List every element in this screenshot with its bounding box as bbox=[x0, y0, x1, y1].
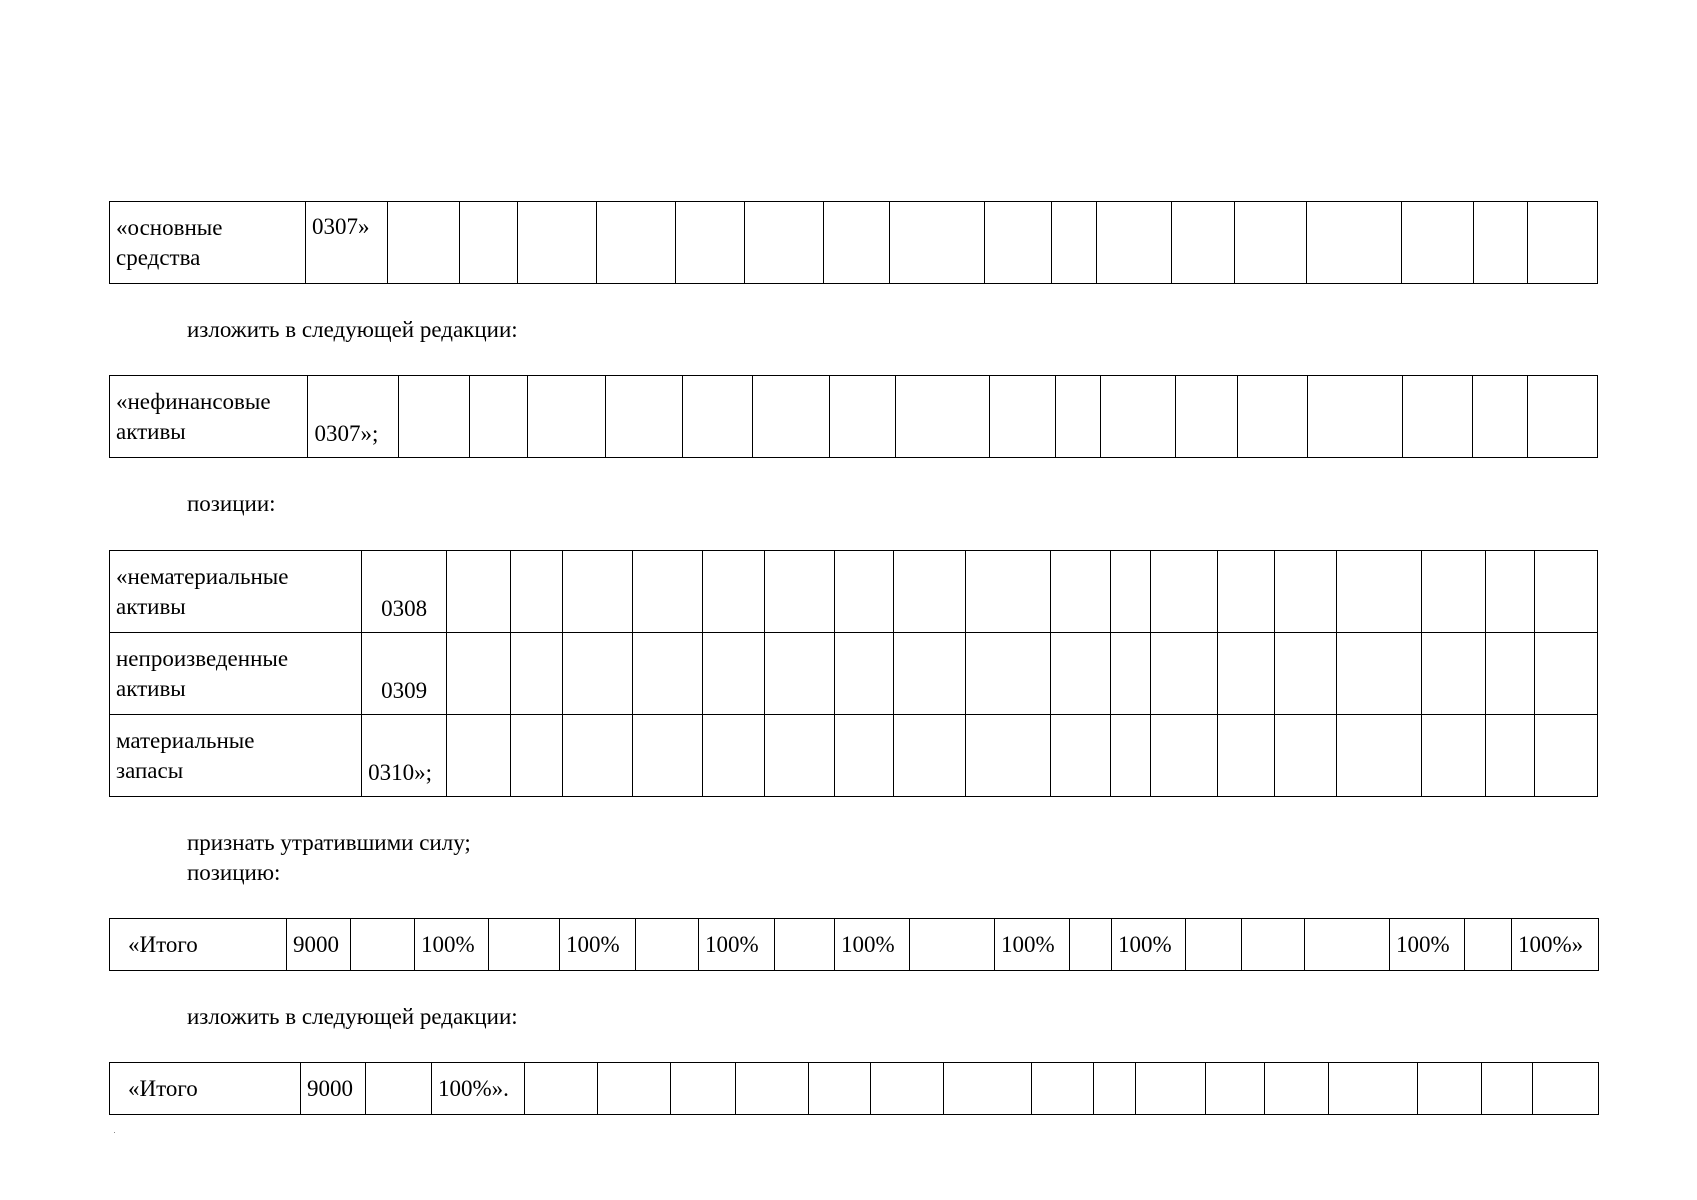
empty-cell bbox=[1235, 202, 1307, 284]
empty-cell bbox=[765, 633, 835, 715]
empty-cell bbox=[605, 376, 683, 458]
row-name-line2: активы bbox=[116, 418, 186, 444]
row-name-line2: активы bbox=[116, 675, 186, 701]
empty-cell bbox=[1050, 715, 1110, 797]
empty-cell bbox=[1336, 633, 1421, 715]
instruction-text-3 bbox=[187, 828, 471, 888]
empty-cell bbox=[1421, 715, 1485, 797]
instruction-line-2: позицию: bbox=[187, 860, 281, 885]
empty-cell bbox=[1336, 715, 1421, 797]
empty-cell bbox=[511, 633, 563, 715]
empty-cell bbox=[470, 376, 528, 458]
empty-cell bbox=[633, 633, 703, 715]
empty-cell bbox=[388, 202, 460, 284]
empty-cell bbox=[447, 551, 511, 633]
row-name-cell bbox=[110, 633, 362, 715]
empty-cell bbox=[633, 551, 703, 633]
table-cell bbox=[910, 919, 995, 971]
empty-cell bbox=[517, 202, 596, 284]
table-cell bbox=[1070, 919, 1112, 971]
table-row bbox=[110, 202, 1598, 284]
empty-cell bbox=[871, 1063, 944, 1115]
instruction-text-2: позиции: bbox=[187, 491, 276, 516]
empty-cell bbox=[1534, 633, 1597, 715]
row-code-cell: 0307»; bbox=[308, 376, 398, 458]
empty-cell bbox=[1050, 633, 1110, 715]
empty-cell bbox=[1402, 376, 1472, 458]
empty-cell bbox=[525, 1063, 598, 1115]
empty-cell bbox=[596, 202, 675, 284]
row-name-cell bbox=[110, 551, 362, 633]
empty-cell bbox=[398, 376, 469, 458]
table-cell: 100% bbox=[415, 919, 489, 971]
table-cell: 100% bbox=[835, 919, 910, 971]
table-cell bbox=[1465, 919, 1512, 971]
table-cell bbox=[489, 919, 560, 971]
empty-cell bbox=[1265, 1063, 1329, 1115]
instruction-text-4: изложить в следующей редакции: bbox=[187, 1004, 518, 1029]
empty-cell bbox=[1401, 202, 1473, 284]
empty-cell bbox=[1534, 715, 1597, 797]
table-row bbox=[110, 551, 1598, 633]
empty-cell bbox=[889, 202, 984, 284]
empty-cell bbox=[511, 715, 563, 797]
empty-cell bbox=[1473, 202, 1528, 284]
empty-cell bbox=[1110, 551, 1150, 633]
table-cell: 100% bbox=[1390, 919, 1465, 971]
total-code-cell: 9000 bbox=[287, 919, 351, 971]
empty-cell bbox=[1472, 376, 1527, 458]
scan-speck bbox=[114, 1132, 115, 1133]
empty-cell bbox=[894, 715, 965, 797]
empty-cell bbox=[447, 715, 511, 797]
empty-cell bbox=[1136, 1063, 1206, 1115]
empty-cell bbox=[1482, 1063, 1533, 1115]
empty-cell bbox=[1336, 551, 1421, 633]
empty-cell bbox=[965, 715, 1050, 797]
row-name-line1: непроизведенные bbox=[116, 645, 289, 671]
empty-cell bbox=[1421, 633, 1485, 715]
empty-cell bbox=[563, 633, 633, 715]
table-cell: 100% bbox=[1112, 919, 1186, 971]
total-code-cell: 9000 bbox=[301, 1063, 366, 1115]
empty-cell bbox=[752, 376, 830, 458]
empty-cell bbox=[1150, 551, 1217, 633]
table-row bbox=[110, 715, 1598, 797]
table-cell bbox=[1305, 919, 1390, 971]
empty-cell bbox=[835, 551, 894, 633]
empty-cell bbox=[703, 715, 765, 797]
empty-cell bbox=[835, 633, 894, 715]
row-name-line2: запасы bbox=[116, 757, 184, 783]
table-cell: 100% bbox=[560, 919, 636, 971]
empty-cell bbox=[1274, 715, 1336, 797]
table-cell bbox=[351, 919, 415, 971]
empty-cell bbox=[527, 376, 605, 458]
empty-cell bbox=[984, 202, 1051, 284]
empty-cell bbox=[563, 551, 633, 633]
empty-cell bbox=[1307, 202, 1402, 284]
empty-cell bbox=[1485, 551, 1534, 633]
row-name-cell bbox=[110, 376, 308, 458]
empty-cell bbox=[896, 376, 989, 458]
empty-cell bbox=[447, 633, 511, 715]
empty-cell bbox=[1110, 715, 1150, 797]
empty-cell bbox=[1052, 202, 1097, 284]
empty-cell bbox=[1217, 715, 1274, 797]
empty-cell bbox=[1533, 1063, 1599, 1115]
empty-cell bbox=[965, 551, 1050, 633]
empty-cell bbox=[563, 715, 633, 797]
empty-cell bbox=[1032, 1063, 1094, 1115]
total-value-cell: 100%». bbox=[432, 1063, 525, 1115]
empty-cell bbox=[1217, 633, 1274, 715]
total-label-cell: «Итого bbox=[110, 919, 287, 971]
empty-cell bbox=[1094, 1063, 1136, 1115]
empty-cell bbox=[1050, 551, 1110, 633]
empty-cell bbox=[824, 202, 889, 284]
row-name-line1: «нематериальные bbox=[116, 563, 289, 589]
empty-cell bbox=[1421, 551, 1485, 633]
empty-cell bbox=[459, 202, 517, 284]
empty-cell bbox=[765, 551, 835, 633]
row-code-cell: 0309 bbox=[362, 633, 447, 715]
table-cell bbox=[1242, 919, 1305, 971]
row-name-cell bbox=[110, 715, 362, 797]
table-cell: 100% bbox=[995, 919, 1070, 971]
empty-cell bbox=[1150, 715, 1217, 797]
empty-cell bbox=[1308, 376, 1403, 458]
empty-cell bbox=[1528, 202, 1598, 284]
empty-cell bbox=[894, 633, 965, 715]
empty-cell bbox=[1217, 551, 1274, 633]
empty-cell bbox=[1110, 633, 1150, 715]
empty-cell bbox=[1172, 202, 1235, 284]
empty-cell bbox=[1175, 376, 1237, 458]
empty-cell bbox=[1485, 633, 1534, 715]
table-row bbox=[110, 376, 1598, 458]
table-cell: 100%» bbox=[1512, 919, 1599, 971]
table-row bbox=[110, 919, 1599, 971]
empty-cell bbox=[1329, 1063, 1418, 1115]
empty-cell bbox=[1056, 376, 1101, 458]
empty-cell bbox=[1527, 376, 1597, 458]
empty-cell bbox=[671, 1063, 736, 1115]
table-total-old bbox=[109, 918, 1599, 971]
table-cell bbox=[636, 919, 699, 971]
total-label-cell: «Итого bbox=[110, 1063, 301, 1115]
empty-cell bbox=[703, 633, 765, 715]
empty-cell bbox=[1485, 715, 1534, 797]
empty-cell bbox=[1097, 202, 1172, 284]
empty-cell bbox=[745, 202, 824, 284]
empty-cell bbox=[965, 633, 1050, 715]
table-assets-positions bbox=[109, 550, 1598, 797]
table-cell: 100% bbox=[699, 919, 775, 971]
empty-cell bbox=[1274, 633, 1336, 715]
empty-cell bbox=[675, 202, 745, 284]
empty-cell bbox=[736, 1063, 809, 1115]
empty-cell bbox=[809, 1063, 871, 1115]
empty-cell bbox=[633, 715, 703, 797]
row-name-line1: материальные bbox=[116, 727, 255, 753]
table-row bbox=[110, 1063, 1599, 1115]
empty-cell bbox=[989, 376, 1055, 458]
empty-cell bbox=[683, 376, 752, 458]
empty-cell bbox=[1237, 376, 1307, 458]
row-name-line2: активы bbox=[116, 593, 186, 619]
empty-cell bbox=[511, 551, 563, 633]
empty-cell bbox=[1206, 1063, 1265, 1115]
empty-cell bbox=[944, 1063, 1032, 1115]
table-cell bbox=[775, 919, 835, 971]
row-name-line1: «основные bbox=[116, 214, 223, 240]
empty-cell bbox=[366, 1063, 432, 1115]
table-cell bbox=[1186, 919, 1242, 971]
empty-cell bbox=[598, 1063, 671, 1115]
row-code-cell: 0308 bbox=[362, 551, 447, 633]
empty-cell bbox=[1534, 551, 1597, 633]
row-name-cell bbox=[110, 202, 306, 284]
empty-cell bbox=[1274, 551, 1336, 633]
table-fixed-assets-old bbox=[109, 201, 1598, 284]
empty-cell bbox=[830, 376, 896, 458]
empty-cell bbox=[1101, 376, 1176, 458]
table-row bbox=[110, 633, 1598, 715]
table-total-new bbox=[109, 1062, 1599, 1115]
empty-cell bbox=[1418, 1063, 1482, 1115]
row-code-cell: 0310»; bbox=[362, 715, 447, 797]
row-code-cell: 0307» bbox=[306, 202, 388, 284]
row-name-line2: средства bbox=[116, 244, 201, 270]
instruction-line-1: признать утратившими силу; bbox=[187, 830, 471, 855]
table-nonfinancial-assets-new bbox=[109, 375, 1598, 458]
instruction-text-1: изложить в следующей редакции: bbox=[187, 317, 518, 342]
empty-cell bbox=[1150, 633, 1217, 715]
empty-cell bbox=[703, 551, 765, 633]
empty-cell bbox=[835, 715, 894, 797]
empty-cell bbox=[894, 551, 965, 633]
row-name-line1: «нефинансовые bbox=[116, 388, 271, 414]
empty-cell bbox=[765, 715, 835, 797]
